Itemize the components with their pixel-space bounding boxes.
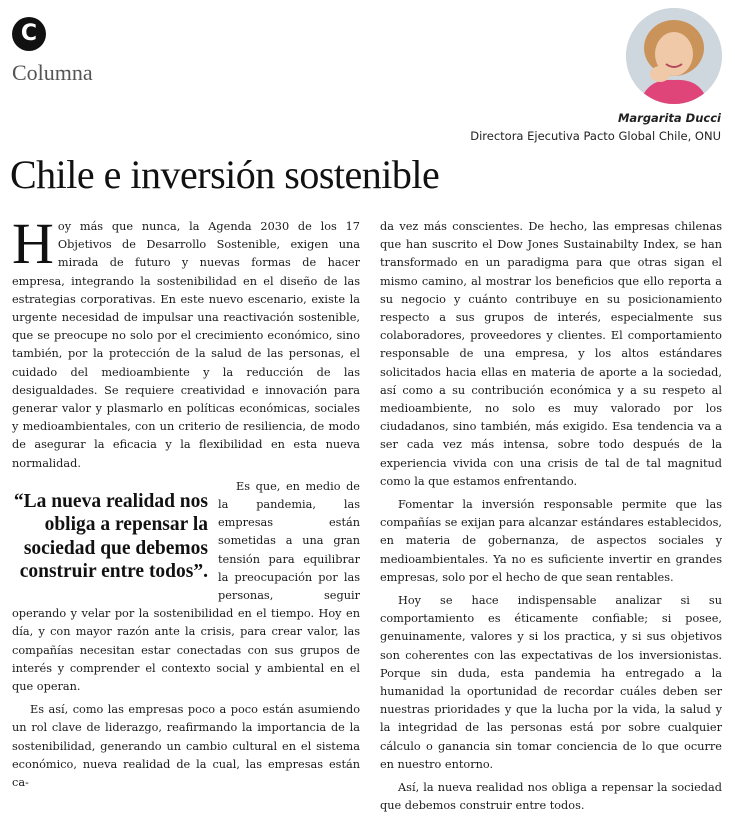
author-name: Margarita Ducci (617, 111, 721, 125)
pull-quote: “La nueva realidad nos obliga a repensar la sociedad que debemos construir entre todos”. (13, 490, 208, 583)
paragraph: da vez más conscientes. De hecho, las empresas chilenas que han suscrito el Dow Jones Sustainabilty Index, se han transformado en un paradigma para que otras sigan el mismo camino, al mostrar los beneficios que ello reporta a su negocio y cuánto contribuye en su posicionamiento respecto a sus grupos de interés, especialmente sus colaboradores, proveedores y clientes. El comportamiento responsable de una empresa, y los altos estándares solicitados hacia ellas en materia de aporte a la sociedad, así como a su contribución económica y a su respeto al medioambiente, no solo es muy valorado por los ciudadanos, sino también, más exigido. Esa tendencia va a ser cada vez más intensa, sobre todo después de la experiencia vivida con una crisis de tal de tal magnitud como la que estamos enfrentando. (380, 220, 722, 488)
paragraph-text: oy más que nunca, la Agenda 2030 de los 17 Objetivos de Desarrollo Sostenible, exigen una mirada de futuro y nuevas formas de hacer empresa, integrando la sostenibilidad en el diseño de las estrategias corporativas. En este nuevo escenario, existe la urgente necesidad de impulsar una reactivación sostenible, que se preocupe no solo por el crecimiento económico, sino también, por la protección de la salud de las personas, el cuidado del medioambiente y la reducción de las desigualdades. Se requiere creatividad e innovación para generar valor y plasmarlo en políticas económicas, sociales y medioambientales, con un criterio de resiliencia, de modo de asegurar la eficacia y la flexibilidad en esta nueva normalidad. (12, 220, 360, 470)
paragraph: Es que, en medio de la pandemia, las empresas están sometidas a una gran tensión para equilibrar la preocupación por las personas, seguir operando y velar por la sostenibilidad en el tiempo. Hoy en día, y con mayor razón ante la crisis, para crear valor, las compañías necesitan estar conectadas con sus grupos de interés y comprender el contexto social y ambiental en el que operan. (12, 479, 360, 694)
column-logo: C (12, 17, 46, 51)
paragraph: Así, la nueva realidad nos obliga a repensar la sociedad que debemos construir entre todos. (380, 781, 722, 813)
article-column-left (12, 211, 360, 797)
paragraph: Es así, como las empresas poco a poco están asumiendo un rol clave de liderazgo, reafirmando la importancia de la sostenibilidad, generando un cambio cultural en el sistema económico, nueva realidad de la cual, las empresas están ca- (12, 703, 360, 790)
article-title: Chile e inversión sostenible (10, 152, 440, 197)
author-block (470, 109, 721, 145)
paragraph: Hoy se hace indispensable analizar si su comportamiento es éticamente confiable; si posee, genuinamente, valores y si los practica, y si sus objetivos son coherentes con las expectativas de los inversionistas. Porque sin duda, esta pandemia ha entregado a la humanidad la oportunidad de recordar cuáles deben ser nuestras prioridades y que la lucha por la vida, la salud y la integridad de las personas está por sobre cualquier cálculo o ganancia sin tomar conciencia de lo que ocurre en nuestro entorno. (380, 594, 722, 771)
drop-cap: H (12, 211, 54, 276)
paragraph: Fomentar la inversión responsable permite que las compañías se exijan para alcanzar estándares establecidos, en materia de gobernanza, de aspectos sociales y medioambientales. Ya no es suficiente invertir en grandes empresas, solo por el hecho de que sean rentables. (380, 498, 722, 584)
author-role: Directora Ejecutiva Pacto Global Chile, ONU (470, 129, 721, 143)
paragraph (12, 211, 360, 473)
section-label: Columna (12, 60, 93, 85)
article-column-right (380, 218, 722, 821)
author-photo (626, 8, 722, 104)
